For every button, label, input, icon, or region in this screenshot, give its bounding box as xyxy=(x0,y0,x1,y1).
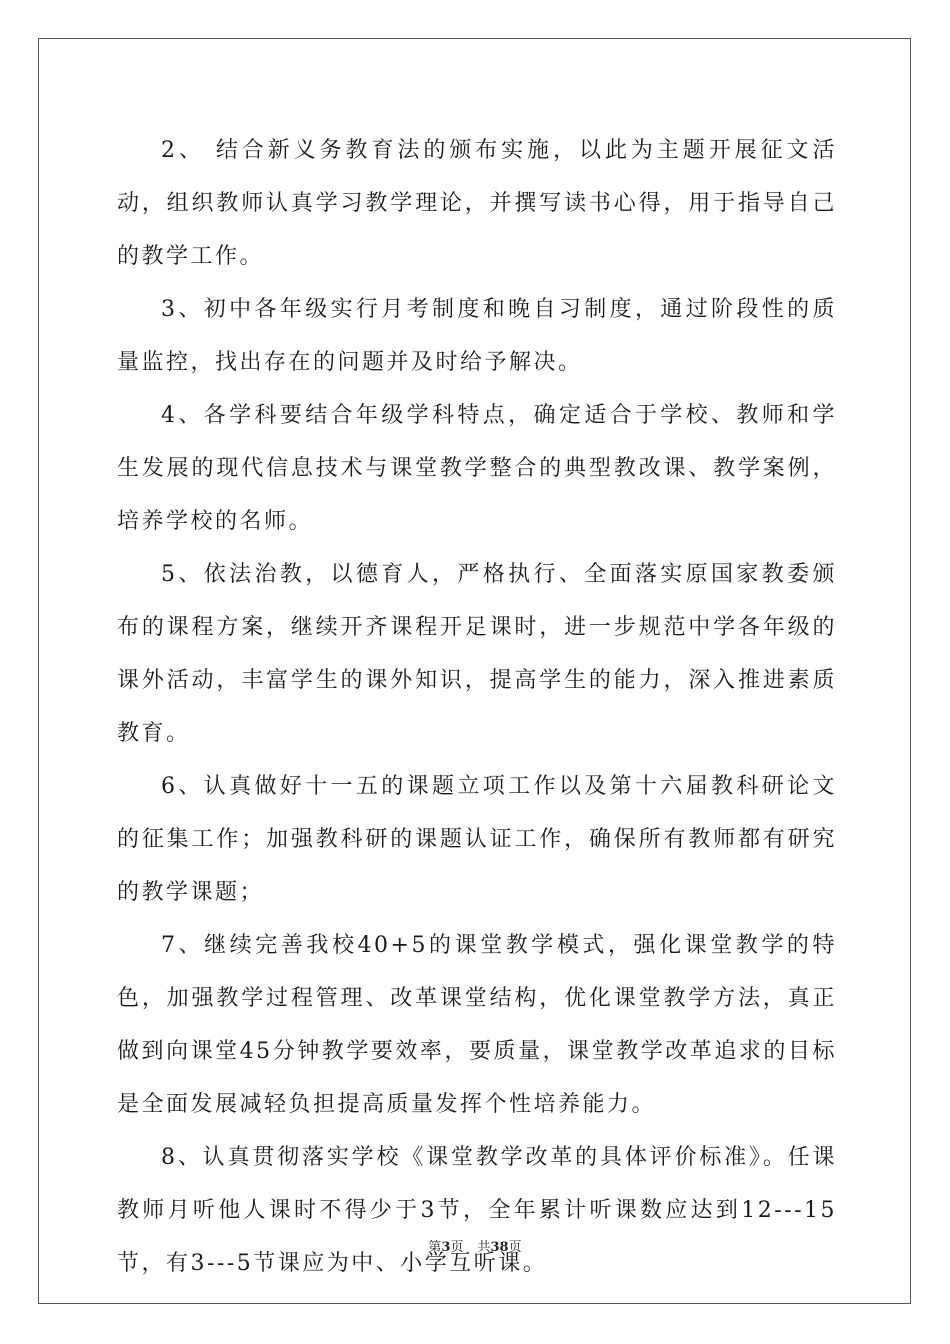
footer-page-prefix: 第 xyxy=(428,1240,442,1255)
paragraph-item-4: 4、各学科要结合年级学科特点，确定适合于学校、教师和学生发展的现代信息技术与课堂教学整合的典型教改课、教学案例，培养学校的名师。 xyxy=(117,403,837,534)
footer-total-suffix: 页 xyxy=(508,1240,522,1255)
document-body xyxy=(117,124,837,1290)
footer-total-prefix: 共 xyxy=(477,1240,491,1255)
paragraph-item-7: 7、继续完善我校40+5的课堂教学模式，强化课堂教学的特色，加强教学过程管理、改革课堂结构，优化课堂教学方法，真正做到向课堂45分钟教学要效率，要质量，课堂教学改革追求的目标是全面发展减轻负担提高质量发挥个性培养能力。 xyxy=(117,933,837,1117)
paragraph-item-3: 3、初中各年级实行月考制度和晚自习制度，通过阶段性的质量监控，找出存在的问题并及时给予解决。 xyxy=(117,297,837,375)
total-page-count: 38 xyxy=(490,1240,509,1255)
paragraph-item-6: 6、认真做好十一五的课题立项工作以及第十六届教科研论文的征集工作；加强教科研的课题认证工作，确保所有教师都有研究的教学课题； xyxy=(117,774,837,905)
paragraph-item-2: 2、 结合新义务教育法的颁布实施，以此为主题开展征文活动，组织教师认真学习教学理论，并撰写读书心得，用于指导自己的教学工作。 xyxy=(117,138,837,269)
paragraph-item-5: 5、依法治教，以德育人，严格执行、全面落实原国家教委颁布的课程方案，继续开齐课程开足课时，进一步规范中学各年级的课外活动，丰富学生的课外知识，提高学生的能力，深入推进素质教育。 xyxy=(117,562,837,746)
paragraph-item-8: 8、认真贯彻落实学校《课堂教学改革的具体评价标准》。任课教师月听他人课时不得少于3节，全年累计听课数应达到12---15节，有3---5节课应为中、小学互听课。 xyxy=(117,1145,837,1276)
current-page-number: 3 xyxy=(441,1240,451,1255)
page-footer xyxy=(0,1240,950,1256)
footer-page-suffix: 页 xyxy=(450,1240,464,1255)
